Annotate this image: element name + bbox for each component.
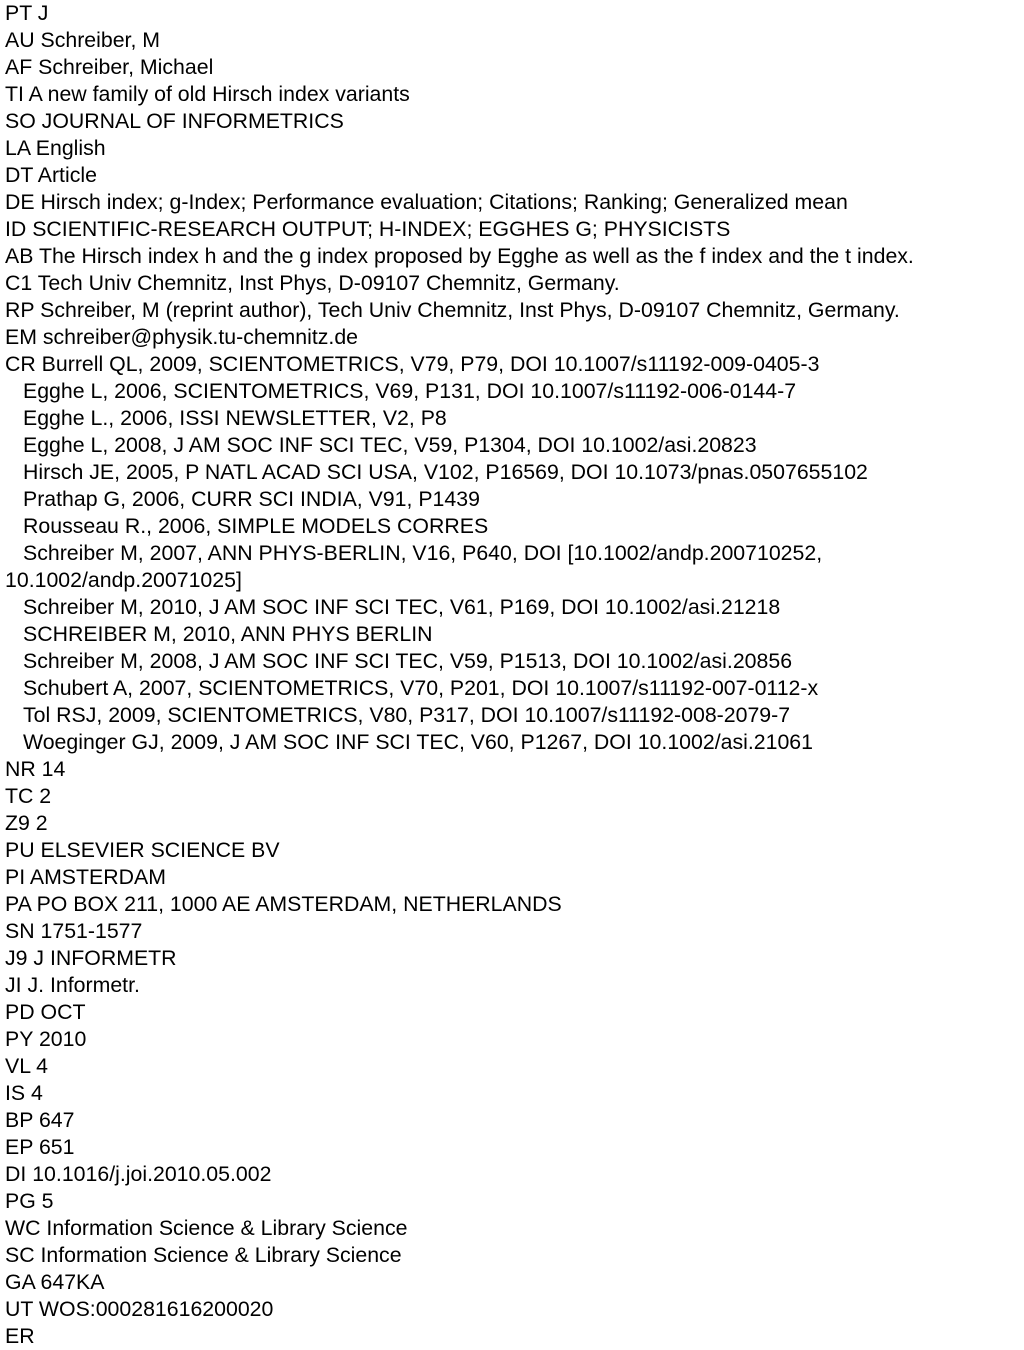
field-wc: WC Information Science & Library Science bbox=[5, 1216, 408, 1240]
field-la: LA English bbox=[5, 136, 106, 160]
field-pt: PT J bbox=[5, 1, 49, 25]
field-pa: PA PO BOX 211, 1000 AE AMSTERDAM, NETHERLANDS bbox=[5, 892, 562, 916]
cited-reference: Rousseau R., 2006, SIMPLE MODELS CORRES bbox=[23, 514, 489, 538]
field-ti: TI A new family of old Hirsch index variants bbox=[5, 82, 410, 106]
cited-reference: Prathap G, 2006, CURR SCI INDIA, V91, P1439 bbox=[23, 487, 480, 511]
cited-reference: Egghe L, 2008, J AM SOC INF SCI TEC, V59, P1304, DOI 10.1002/asi.20823 bbox=[23, 433, 757, 457]
field-pu: PU ELSEVIER SCIENCE BV bbox=[5, 838, 280, 862]
field-ep: EP 651 bbox=[5, 1135, 75, 1159]
field-pg: PG 5 bbox=[5, 1189, 54, 1213]
field-sc: SC Information Science & Library Science bbox=[5, 1243, 402, 1267]
field-ji: JI J. Informetr. bbox=[5, 973, 140, 997]
field-rp: RP Schreiber, M (reprint author), Tech Univ Chemnitz, Inst Phys, D-09107 Chemnitz, Germany. bbox=[5, 298, 900, 322]
cited-reference: Schreiber M, 2010, J AM SOC INF SCI TEC, V61, P169, DOI 10.1002/asi.21218 bbox=[23, 595, 781, 619]
field-de: DE Hirsch index; g-Index; Performance evaluation; Citations; Ranking; Generalized mean bbox=[5, 190, 848, 214]
field-dt: DT Article bbox=[5, 163, 97, 187]
field-c1: C1 Tech Univ Chemnitz, Inst Phys, D-09107 Chemnitz, Germany. bbox=[5, 271, 620, 295]
cited-reference: Schreiber M, 2007, ANN PHYS-BERLIN, V16, P640, DOI [10.1002/andp.200710252, bbox=[23, 541, 823, 565]
field-id: ID SCIENTIFIC-RESEARCH OUTPUT; H-INDEX; EGGHES G; PHYSICISTS bbox=[5, 217, 731, 241]
cited-reference: Schubert A, 2007, SCIENTOMETRICS, V70, P201, DOI 10.1007/s11192-007-0112-x bbox=[23, 676, 819, 700]
cited-reference: Egghe L., 2006, ISSI NEWSLETTER, V2, P8 bbox=[23, 406, 447, 430]
cited-reference-continuation: 10.1002/andp.20071025] bbox=[5, 568, 242, 592]
field-bp: BP 647 bbox=[5, 1108, 75, 1132]
field-j9: J9 J INFORMETR bbox=[5, 946, 177, 970]
cited-reference: Schreiber M, 2008, J AM SOC INF SCI TEC, V59, P1513, DOI 10.1002/asi.20856 bbox=[23, 649, 793, 673]
field-ab: AB The Hirsch index h and the g index proposed by Egghe as well as the f index and the t index. bbox=[5, 244, 914, 268]
field-au: AU Schreiber, M bbox=[5, 28, 161, 52]
field-py: PY 2010 bbox=[5, 1027, 87, 1051]
field-z9: Z9 2 bbox=[5, 811, 48, 835]
field-di: DI 10.1016/j.joi.2010.05.002 bbox=[5, 1162, 272, 1186]
cited-reference: SCHREIBER M, 2010, ANN PHYS BERLIN bbox=[23, 622, 433, 646]
field-pd: PD OCT bbox=[5, 1000, 86, 1024]
field-em: EM schreiber@physik.tu-chemnitz.de bbox=[5, 325, 359, 349]
field-sn: SN 1751-1577 bbox=[5, 919, 143, 943]
cited-reference: Tol RSJ, 2009, SCIENTOMETRICS, V80, P317, DOI 10.1007/s11192-008-2079-7 bbox=[23, 703, 791, 727]
field-tc: TC 2 bbox=[5, 784, 52, 808]
cited-reference: Woeginger GJ, 2009, J AM SOC INF SCI TEC, V60, P1267, DOI 10.1002/asi.21061 bbox=[23, 730, 813, 754]
field-vl: VL 4 bbox=[5, 1054, 49, 1078]
cited-reference: Hirsch JE, 2005, P NATL ACAD SCI USA, V102, P16569, DOI 10.1073/pnas.0507655102 bbox=[23, 460, 868, 484]
field-er: ER bbox=[5, 1324, 35, 1348]
field-ut: UT WOS:000281616200020 bbox=[5, 1297, 274, 1321]
field-so: SO JOURNAL OF INFORMETRICS bbox=[5, 109, 344, 133]
field-nr: NR 14 bbox=[5, 757, 66, 781]
field-cr: CR Burrell QL, 2009, SCIENTOMETRICS, V79, P79, DOI 10.1007/s11192-009-0405-3 bbox=[5, 352, 820, 376]
field-ga: GA 647KA bbox=[5, 1270, 105, 1294]
field-af: AF Schreiber, Michael bbox=[5, 55, 214, 79]
field-pi: PI AMSTERDAM bbox=[5, 865, 166, 889]
cited-reference: Egghe L, 2006, SCIENTOMETRICS, V69, P131, DOI 10.1007/s11192-006-0144-7 bbox=[23, 379, 797, 403]
field-is: IS 4 bbox=[5, 1081, 43, 1105]
